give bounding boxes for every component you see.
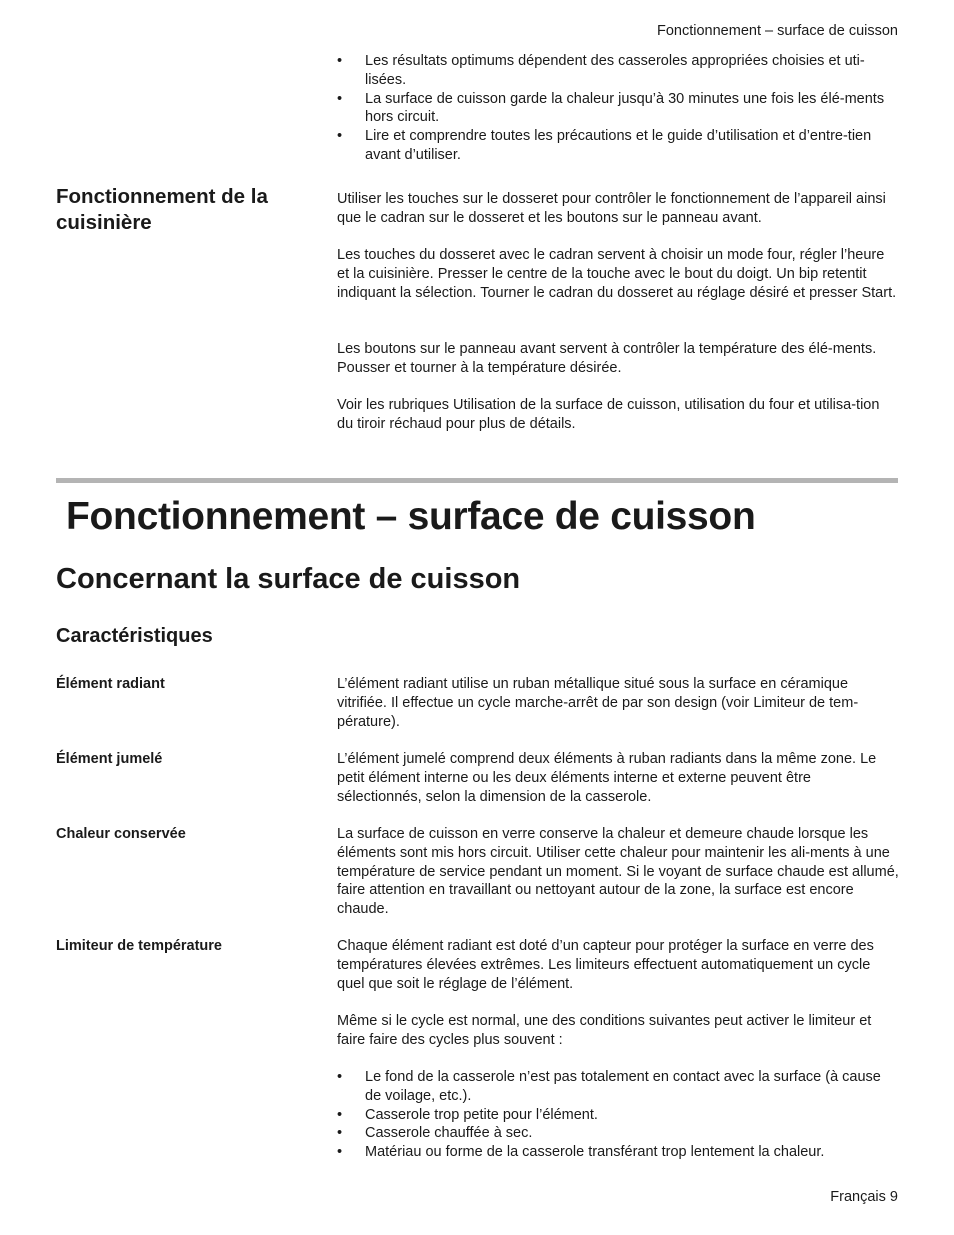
operation-heading: Fonctionnement de la cuisinière (56, 185, 268, 234)
list-item: • Les résultats optimums dépendent des casseroles appropriées choisies et uti-lisées. (337, 53, 865, 88)
bullet-icon: • (337, 1125, 343, 1142)
bullet-icon: • (337, 1106, 343, 1123)
bullet-icon: • (337, 128, 343, 145)
intro-bullet-list (337, 52, 899, 165)
limiter-bullet-list (337, 1068, 899, 1162)
section-title: Fonctionnement – surface de cuisson (66, 495, 756, 538)
feature-description: Chaque élément radiant est doté d’un capteur pour protéger la surface en verre des températures élevées extrêmes. Les limiteurs effectuent automatiquement un cycle quel que soit le réglage de l’élément. (337, 938, 874, 992)
limiter-note: Même si le cycle est normal, une des conditions suivantes peut activer le limiteur et faire faire des cycles plus souvent : (337, 1013, 872, 1048)
list-item: • La surface de cuisson garde la chaleur jusqu’à 30 minutes une fois les élé-ments hors circuit. (337, 90, 885, 126)
list-item: • Casserole chauffée à sec. (337, 1125, 533, 1142)
feature-description: L’élément jumelé comprend deux éléments à ruban radiants dans la même zone. Le petit élément interne ou les deux éléments interne et externe peuvent être sélectionnés, selon la dimension de la casserole. (337, 751, 877, 805)
feature-term: Élément radiant (56, 676, 165, 692)
bullet-icon: • (337, 1144, 343, 1161)
bullet-icon: • (337, 1069, 343, 1085)
operation-paragraph: Utiliser les touches sur le dosseret pour contrôler le fonctionnement de l’appareil ainsi que le cadran sur le dosseret et les boutons sur le panneau avant. (337, 191, 886, 226)
feature-description: L’élément radiant utilise un ruban métallique situé sous la surface en céramique vitrifiée. Il effectue un cycle marche-arrêt de par son design (voir Limiteur de tem-pérature). (337, 676, 859, 730)
operation-paragraph: Voir les rubriques Utilisation de la surface de cuisson, utilisation du four et utilisa-tion du tiroir réchaud pour plus de détails. (337, 397, 880, 432)
bullet-icon: • (337, 90, 343, 107)
feature-description: La surface de cuisson en verre conserve la chaleur et demeure chaude lorsque les éléments sont mis hors circuit. Utiliser cette chaleur pour maintenir les ali-ments à une température de service pendant un moment. Si le voyant de surface chaude est allumé, faire attention en travaillant ou nettoyant autour de la zone, la surface est encore chaude. (337, 826, 899, 918)
list-item: • Le fond de la casserole n’est pas totalement en contact avec la surface (à cause de voilage, etc.). (337, 1069, 881, 1104)
section-subtitle: Concernant la surface de cuisson (56, 563, 521, 595)
feature-term: Élément jumelé (56, 751, 163, 767)
bullet-icon: • (337, 53, 343, 69)
running-header: Fonctionnement – surface de cuisson (657, 23, 898, 39)
list-item: • Lire et comprendre toutes les précautions et le guide d’utilisation et d’entre-tien avant d’utiliser. (337, 128, 872, 163)
list-item: • Casserole trop petite pour l’élément. (337, 1106, 598, 1123)
feature-term: Chaleur conservée (56, 826, 186, 842)
features-heading: Caractéristiques (56, 625, 213, 647)
operation-paragraph: Les boutons sur le panneau avant servent à contrôler la température des élé-ments. Pousser et tourner à la température désirée. (337, 341, 877, 376)
list-item: • Matériau ou forme de la casserole transférant trop lentement la chaleur. (337, 1144, 825, 1161)
feature-term: Limiteur de température (56, 938, 222, 954)
operation-paragraph: Les touches du dosseret avec le cadran servent à choisir un mode four, régler l’heure et la cuisinière. Presser le centre de la touche avec le bout du doigt. Un bip retentit indiquant la sélection. Tourner le cadran du dosseret au réglage désiré et presser Start. (337, 247, 897, 301)
section-divider (56, 478, 898, 483)
page-number: Français 9 (830, 1189, 898, 1205)
